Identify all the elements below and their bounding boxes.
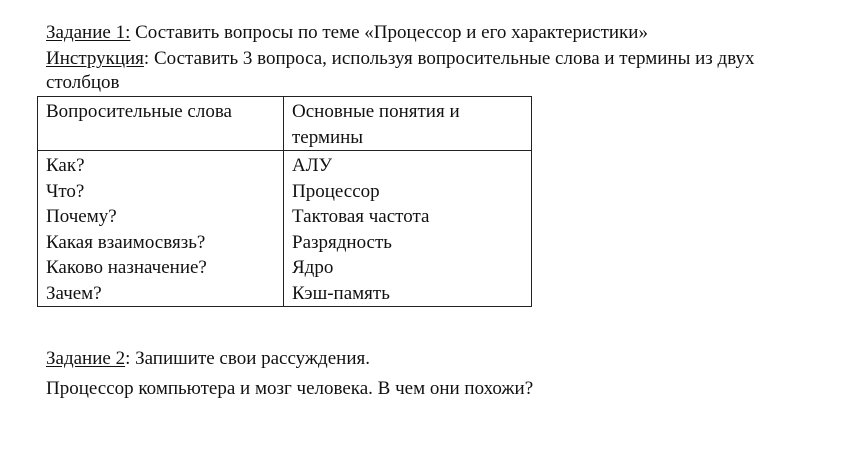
- instruction-label: Инструкция: [46, 48, 144, 69]
- terms-cell: [284, 151, 532, 307]
- terms-table: [37, 96, 532, 307]
- task2-label: Задание 2: [46, 348, 126, 369]
- term-item: Тактовая частота: [292, 206, 430, 227]
- task1-line: [46, 22, 648, 44]
- instruction-text: : Составить 3 вопроса, используя вопросительные слова и термины из двух: [143, 48, 755, 69]
- table-header-row: [38, 97, 532, 151]
- question-word-item: Каково назначение?: [46, 257, 207, 278]
- question-word-item: Зачем?: [46, 282, 102, 304]
- question-word-item: Почему?: [46, 206, 117, 227]
- term-item: Разрядность: [292, 231, 392, 253]
- instruction-line: [46, 48, 755, 70]
- header-question-words: Вопросительные слова: [38, 97, 284, 151]
- term-item: Кэш-память: [292, 282, 390, 304]
- table-body-row: [38, 151, 532, 307]
- task2-text: : Запишите свои рассуждения.: [125, 348, 370, 369]
- question-word-item: Как?: [46, 155, 85, 176]
- task2-question: Процессор компьютера и мозг человека. В чем они похожи?: [46, 378, 534, 399]
- instruction-continuation: столбцов: [46, 72, 120, 93]
- question-word-item: Какая взаимосвязь?: [46, 231, 206, 253]
- question-word-item: Что?: [46, 180, 85, 202]
- term-item: Ядро: [292, 257, 334, 278]
- task1-label: Задание 1:: [46, 22, 131, 43]
- term-item: Процессор: [292, 180, 380, 202]
- question-words-cell: [38, 151, 284, 307]
- header-terms: Основные понятия и термины: [284, 97, 532, 151]
- task1-text: Составить вопросы по теме «Процессор и его характеристики»: [130, 22, 648, 43]
- task2-line: [46, 348, 370, 370]
- term-item: АЛУ: [292, 155, 333, 176]
